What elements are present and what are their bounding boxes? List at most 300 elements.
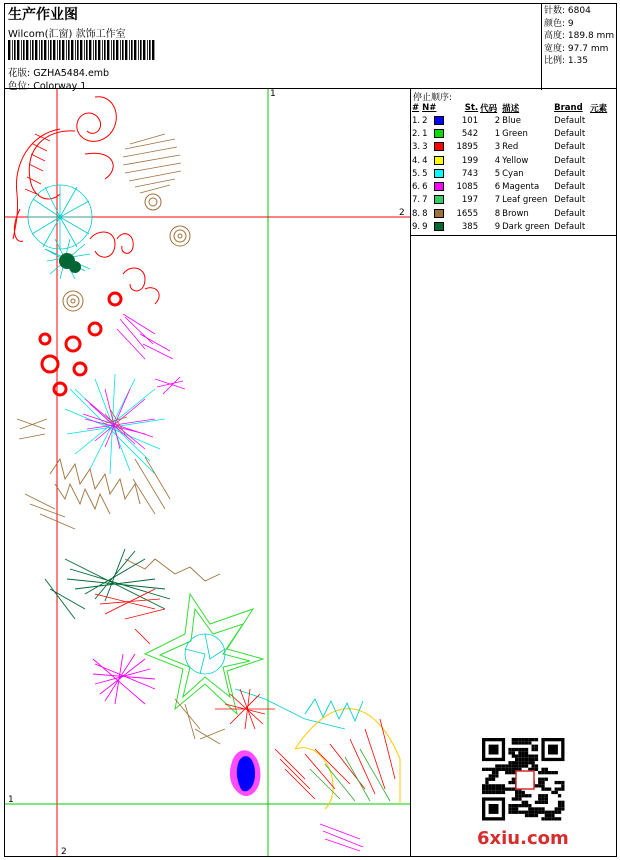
qr-module xyxy=(512,771,515,774)
cell-desc: Yellow xyxy=(502,155,529,166)
qr-module xyxy=(485,791,488,794)
cell-brand: Default xyxy=(554,168,586,179)
qr-module xyxy=(485,781,488,784)
needle-number: 8 xyxy=(422,208,428,219)
red-feather xyxy=(95,589,165,644)
qr-module xyxy=(541,768,544,771)
cell-brand: Default xyxy=(554,195,586,206)
qr-module xyxy=(525,794,528,797)
qr-module xyxy=(535,755,538,758)
qr-module xyxy=(538,797,541,800)
qr-module xyxy=(532,745,535,748)
qr-module xyxy=(555,791,558,794)
color-swatch xyxy=(434,195,444,204)
qr-module xyxy=(532,755,535,758)
qr-module xyxy=(522,751,525,754)
qr-module xyxy=(548,814,551,817)
qr-module xyxy=(522,738,525,741)
cell-desc: Dark green xyxy=(502,222,550,233)
col-needle: N# xyxy=(422,102,437,113)
cell-code: 4 xyxy=(494,155,501,166)
qr-module xyxy=(535,811,538,814)
table-row[interactable] xyxy=(411,167,617,180)
qr-module xyxy=(525,804,528,807)
qr-module xyxy=(515,748,518,751)
qr-module xyxy=(492,784,495,787)
qr-module xyxy=(518,797,521,800)
qr-module xyxy=(499,784,502,787)
qr-module xyxy=(535,807,538,810)
barcode-bar xyxy=(147,40,148,60)
magenta-leaf xyxy=(93,654,155,704)
cell-element xyxy=(589,207,617,220)
qr-module xyxy=(525,758,528,761)
qr-module xyxy=(555,771,558,774)
barcode-bar xyxy=(125,40,127,60)
qr-module xyxy=(515,755,518,758)
table-row[interactable] xyxy=(411,207,617,220)
qr-module xyxy=(495,771,498,774)
qr-module xyxy=(515,797,518,800)
qr-module xyxy=(482,788,485,791)
qr-module xyxy=(492,788,495,791)
barcode-bar xyxy=(95,40,97,60)
qr-module xyxy=(492,778,495,781)
col-code: 代码 xyxy=(480,103,498,114)
qr-module xyxy=(545,794,548,797)
qr-module xyxy=(541,794,544,797)
qr-module xyxy=(538,794,541,797)
qr-module xyxy=(512,788,515,791)
barcode-bar xyxy=(35,40,37,60)
cell-desc: Brown xyxy=(502,208,529,219)
qr-module xyxy=(508,764,511,767)
barcode-bar xyxy=(50,40,52,60)
needle-number: 9 xyxy=(422,222,428,233)
qr-module xyxy=(532,764,535,767)
qr-module xyxy=(495,774,498,777)
barcode-bar xyxy=(104,40,106,60)
barcode-bar xyxy=(102,40,103,60)
qr-module xyxy=(548,811,551,814)
table-bottom-rule xyxy=(411,235,617,236)
qr-module xyxy=(508,761,511,764)
qr-module xyxy=(495,791,498,794)
guide-label-red-bottom: 2 xyxy=(61,847,67,857)
qr-module xyxy=(495,784,498,787)
needle-number: 2 xyxy=(422,115,428,126)
qr-module xyxy=(558,801,561,804)
cell-index: 7. xyxy=(412,195,421,206)
qr-module xyxy=(532,814,535,817)
qr-module xyxy=(505,768,508,771)
barcode-bar xyxy=(66,40,67,60)
qr-module xyxy=(538,784,541,787)
qr-module xyxy=(522,811,525,814)
magenta-bottom xyxy=(320,824,363,851)
qr-module xyxy=(538,807,541,810)
qr-module xyxy=(499,768,502,771)
barcode-bar xyxy=(149,40,151,60)
qr-module xyxy=(538,811,541,814)
qr-module xyxy=(535,745,538,748)
brown-leaves-left xyxy=(17,419,170,529)
qr-code[interactable] xyxy=(482,738,568,822)
qr-module xyxy=(555,788,558,791)
qr-module xyxy=(522,758,525,761)
qr-module xyxy=(518,748,521,751)
qr-module xyxy=(535,814,538,817)
table-row[interactable] xyxy=(411,194,617,207)
qr-module xyxy=(545,768,548,771)
qr-module xyxy=(522,804,525,807)
qr-module xyxy=(522,748,525,751)
cell-code: 5 xyxy=(494,168,501,179)
qr-module xyxy=(492,768,495,771)
qr-module xyxy=(545,797,548,800)
qr-module xyxy=(515,738,518,741)
barcode-bar xyxy=(113,40,115,60)
cell-index: 4. xyxy=(412,155,421,166)
barcode-bar xyxy=(122,40,124,60)
barcode-bar xyxy=(53,40,55,60)
stat-colors: 颜色: 9 xyxy=(544,18,574,29)
qr-module xyxy=(499,791,502,794)
brown-zigzag xyxy=(50,459,220,581)
cell-code: 9 xyxy=(494,222,501,233)
barcode-bar xyxy=(129,40,130,60)
qr-module xyxy=(512,807,515,810)
qr-module xyxy=(528,758,531,761)
colorway-label: 色位: xyxy=(8,81,31,92)
qr-module xyxy=(535,758,538,761)
qr-module xyxy=(512,764,515,767)
qr-module xyxy=(551,817,554,820)
cyan-star-inner xyxy=(185,634,345,729)
qr-module xyxy=(495,764,498,767)
brown-spirals xyxy=(63,194,190,311)
color-swatch xyxy=(434,129,444,138)
qr-module xyxy=(555,807,558,810)
needle-number: 7 xyxy=(422,195,428,206)
qr-module xyxy=(551,791,554,794)
qr-module xyxy=(515,761,518,764)
qr-module xyxy=(548,817,551,820)
qr-module xyxy=(512,768,515,771)
qr-module xyxy=(505,771,508,774)
qr-module xyxy=(535,768,538,771)
qr-module xyxy=(541,807,544,810)
qr-module xyxy=(541,811,544,814)
qr-module xyxy=(489,778,492,781)
magenta-feathers xyxy=(117,314,185,394)
qr-module xyxy=(541,771,544,774)
stat-width: 宽度: 97.7 mm xyxy=(544,43,609,54)
qr-module xyxy=(538,771,541,774)
barcode-bar xyxy=(80,40,82,60)
cell-desc: Magenta xyxy=(502,182,540,193)
cell-needle xyxy=(421,154,451,167)
col-desc: 描述 xyxy=(502,103,520,114)
needle-number: 6 xyxy=(422,182,428,193)
cell-index: 2. xyxy=(412,128,421,139)
qr-module xyxy=(482,768,485,771)
qr-module xyxy=(541,817,544,820)
qr-module xyxy=(505,788,508,791)
qr-module xyxy=(518,738,521,741)
qr-module xyxy=(512,797,515,800)
design-file-line xyxy=(8,65,109,79)
cell-needle xyxy=(421,180,451,193)
cell-brand: Default xyxy=(554,182,586,193)
cell-code: 8 xyxy=(494,208,501,219)
cell-brand: Default xyxy=(554,208,586,219)
barcode-bar xyxy=(111,40,112,60)
qr-module xyxy=(482,791,485,794)
cell-element xyxy=(589,167,617,180)
barcode-bar xyxy=(138,40,139,60)
barcode-bar xyxy=(98,40,100,60)
qr-module xyxy=(515,758,518,761)
qr-module xyxy=(518,764,521,767)
cell-stitches: 1895 xyxy=(456,142,479,153)
qr-module xyxy=(512,748,515,751)
qr-module xyxy=(548,788,551,791)
qr-module xyxy=(551,814,554,817)
barcode-bar xyxy=(21,40,22,60)
color-swatch xyxy=(434,182,444,191)
cell-desc: Green xyxy=(502,128,528,139)
qr-module xyxy=(489,791,492,794)
qr-module xyxy=(502,791,505,794)
qr-module xyxy=(512,751,515,754)
qr-module xyxy=(541,781,544,784)
qr-module xyxy=(522,764,525,767)
barcode-bar xyxy=(84,40,85,60)
qr-module xyxy=(508,804,511,807)
qr-module xyxy=(558,788,561,791)
qr-module xyxy=(485,778,488,781)
cell-code: 6 xyxy=(494,182,501,193)
col-element: 元素 xyxy=(590,103,608,114)
cell-needle xyxy=(421,141,451,154)
cell-stitches: 1655 xyxy=(456,208,479,219)
qr-module xyxy=(558,804,561,807)
cyan-zig-bottom xyxy=(305,699,363,721)
table-row[interactable] xyxy=(411,154,617,167)
guide-label-green-top: 1 xyxy=(270,89,276,99)
cell-element xyxy=(589,141,617,154)
qr-module xyxy=(532,807,535,810)
barcode-bar xyxy=(131,40,133,60)
cell-needle xyxy=(421,220,451,233)
qr-logo xyxy=(516,771,534,789)
qr-module xyxy=(558,811,561,814)
cell-needle xyxy=(421,127,451,140)
qr-module xyxy=(518,791,521,794)
qr-module xyxy=(525,761,528,764)
qr-module xyxy=(512,738,515,741)
guide-label-red-right: 2 xyxy=(399,208,405,218)
barcode-bar xyxy=(107,40,109,60)
qr-module xyxy=(528,794,531,797)
qr-module xyxy=(499,788,502,791)
qr-module xyxy=(528,738,531,741)
stop-sequence-table xyxy=(411,101,617,234)
cell-stitches: 199 xyxy=(461,155,479,166)
cell-stitches: 385 xyxy=(461,222,479,233)
cell-brand: Default xyxy=(554,115,586,126)
design-canvas[interactable] xyxy=(4,88,411,857)
qr-module xyxy=(522,741,525,744)
barcode-bar xyxy=(140,40,142,60)
barcode-bar xyxy=(8,40,10,60)
qr-module xyxy=(522,801,525,804)
qr-module xyxy=(525,741,528,744)
cell-index: 9. xyxy=(412,222,421,233)
qr-module xyxy=(535,801,538,804)
stat-stitches: 针数: 6804 xyxy=(544,6,591,16)
barcode-bar xyxy=(152,40,154,60)
barcode-bar xyxy=(93,40,94,60)
col-brand: Brand xyxy=(554,102,583,113)
qr-module xyxy=(518,751,521,754)
qr-module xyxy=(515,741,518,744)
qr-module xyxy=(522,791,525,794)
brown-leaf-top xyxy=(123,134,181,193)
qr-module xyxy=(555,817,558,820)
qr-module xyxy=(502,764,505,767)
needle-number: 3 xyxy=(422,142,428,153)
table-row[interactable] xyxy=(411,114,617,127)
qr-module xyxy=(505,764,508,767)
cell-code: 7 xyxy=(494,195,501,206)
qr-module xyxy=(489,784,492,787)
stat-scale: 比例: 1.35 xyxy=(544,56,588,66)
qr-module xyxy=(545,817,548,820)
page-title: 生产作业图 xyxy=(8,7,78,23)
qr-module xyxy=(538,781,541,784)
qr-module xyxy=(555,811,558,814)
qr-module xyxy=(508,768,511,771)
col-index: # xyxy=(412,102,420,113)
cell-index: 1. xyxy=(412,115,421,126)
qr-module xyxy=(532,748,535,751)
cell-stitches: 101 xyxy=(461,115,479,126)
qr-module xyxy=(551,811,554,814)
cell-stitches: 743 xyxy=(461,168,479,179)
cell-code: 3 xyxy=(494,142,501,153)
cell-stitches: 542 xyxy=(461,128,479,139)
barcode-bar xyxy=(59,40,61,60)
blue-drop xyxy=(230,750,261,796)
qr-module xyxy=(545,811,548,814)
cell-element xyxy=(589,220,617,233)
qr-module xyxy=(508,807,511,810)
qr-finder xyxy=(489,745,499,755)
qr-module xyxy=(508,751,511,754)
qr-module xyxy=(485,788,488,791)
qr-module xyxy=(518,755,521,758)
qr-module xyxy=(532,761,535,764)
colorway-value: Colorway 1 xyxy=(33,81,87,92)
red-satin-top xyxy=(25,134,50,195)
qr-module xyxy=(515,764,518,767)
cell-element xyxy=(589,180,617,193)
cell-desc: Blue xyxy=(502,115,521,126)
table-row[interactable] xyxy=(411,220,617,233)
table-row[interactable] xyxy=(411,180,617,193)
color-swatch xyxy=(434,169,444,178)
qr-module xyxy=(555,781,558,784)
barcode-bar xyxy=(68,40,70,60)
qr-module xyxy=(525,738,528,741)
qr-module xyxy=(558,817,561,820)
qr-module xyxy=(512,804,515,807)
table-row[interactable] xyxy=(411,141,617,154)
cell-element xyxy=(589,154,617,167)
qr-module xyxy=(535,748,538,751)
needle-number: 4 xyxy=(422,155,428,166)
needle-number: 5 xyxy=(422,168,428,179)
qr-module xyxy=(558,781,561,784)
header-panel xyxy=(4,3,617,92)
stop-sequence-title: 停止顺序: xyxy=(413,93,453,103)
qr-module xyxy=(528,761,531,764)
qr-module xyxy=(518,758,521,761)
qr-module xyxy=(518,804,521,807)
cyan-fan xyxy=(28,185,92,249)
qr-module xyxy=(512,811,515,814)
qr-module xyxy=(535,784,538,787)
site-watermark: 6xiu.com xyxy=(477,828,569,849)
qr-module xyxy=(525,751,528,754)
qr-module xyxy=(545,801,548,804)
qr-module xyxy=(518,794,521,797)
qr-module xyxy=(532,738,535,741)
qr-module xyxy=(518,811,521,814)
qr-module xyxy=(515,804,518,807)
cell-code: 2 xyxy=(494,115,501,126)
qr-module xyxy=(512,755,515,758)
qr-module xyxy=(545,788,548,791)
design-label: 花版: xyxy=(8,68,31,79)
qr-module xyxy=(561,788,564,791)
qr-module xyxy=(508,748,511,751)
qr-module xyxy=(492,774,495,777)
cell-desc: Cyan xyxy=(502,168,524,179)
qr-module xyxy=(561,781,564,784)
barcode-bar xyxy=(41,40,43,60)
barcode-bar xyxy=(57,40,58,60)
barcode xyxy=(8,40,158,60)
cell-brand: Default xyxy=(554,128,586,139)
barcode-bar xyxy=(12,40,13,60)
qr-module xyxy=(489,774,492,777)
cell-index: 8. xyxy=(412,208,421,219)
color-swatch xyxy=(434,222,444,231)
barcode-bar xyxy=(62,40,64,60)
qr-module xyxy=(525,814,528,817)
table-row[interactable] xyxy=(411,127,617,140)
qr-module xyxy=(528,811,531,814)
qr-module xyxy=(548,771,551,774)
qr-module xyxy=(492,791,495,794)
cell-index: 5. xyxy=(412,168,421,179)
barcode-bar xyxy=(143,40,145,60)
dark-green-feather xyxy=(45,549,170,619)
barcode-bar xyxy=(48,40,49,60)
